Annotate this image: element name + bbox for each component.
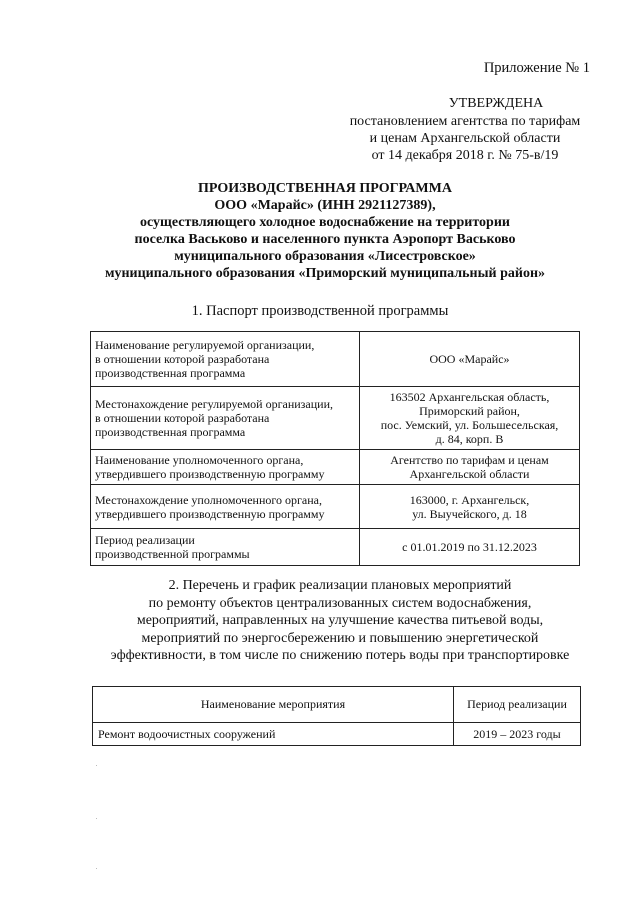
passport-key: Местонахождение регулируемой организации, в отношении которой разработана производственная программа	[91, 387, 360, 450]
passport-value: ООО «Марайс»	[360, 332, 580, 387]
appendix-label: Приложение № 1	[483, 60, 590, 76]
passport-key: Местонахождение уполномоченного органа, утвердившего производственную программу	[91, 485, 360, 529]
section2-heading-line: мероприятий, направленных на улучшение качества питьевой воды,	[136, 613, 544, 628]
event-name: Ремонт водоочистных сооружений	[93, 723, 454, 746]
section2-heading-line: 2. Перечень и график реализации плановых мероприятий	[168, 578, 512, 593]
passport-value: 163000, г. Архангельск, ул. Выучейского, д. 18	[360, 485, 580, 529]
table-row	[91, 387, 580, 450]
passport-key: Наименование регулируемой организации, в отношении которой разработана производственная программа	[91, 332, 360, 387]
approval-line: постановлением агентства по тарифам	[349, 114, 581, 129]
passport-key: Период реализации производственной программы	[91, 529, 360, 566]
scan-speck	[96, 765, 97, 766]
title-line: ПРОИЗВОДСТВЕННАЯ ПРОГРАММА	[198, 181, 452, 196]
section2-heading-line: эффективности, в том числе по снижению потерь воды при транспортировке	[110, 648, 570, 663]
approval-line: от 14 декабря 2018 г. № 75-в/19	[371, 148, 559, 163]
scan-speck	[96, 818, 97, 819]
section2-heading	[60, 577, 620, 665]
table-row	[91, 485, 580, 529]
table-header-row	[93, 687, 581, 723]
title-line: муниципального образования «Приморский муниципальный район»	[104, 266, 546, 281]
column-header-name: Наименование мероприятия	[93, 687, 454, 723]
approval-block	[330, 95, 590, 164]
passport-table	[90, 331, 580, 566]
title-line: муниципального образования «Лисестровское»	[174, 249, 476, 264]
approved-label: УТВЕРЖДЕНА	[448, 96, 544, 111]
scan-speck	[96, 868, 97, 869]
passport-value: 163502 Архангельская область, Приморский район, пос. Уемский, ул. Большесельская, д. 84, корп. В	[360, 387, 580, 450]
approval-line: и ценам Архангельской области	[369, 131, 561, 146]
passport-value: Агентство по тарифам и ценам Архангельской области	[360, 450, 580, 485]
table-row	[91, 332, 580, 387]
events-table	[92, 686, 581, 746]
passport-key: Наименование уполномоченного органа, утвердившего производственную программу	[91, 450, 360, 485]
title-line: осуществляющего холодное водоснабжение на территории	[140, 215, 510, 230]
title-line: ООО «Марайс» (ИНН 2921127389),	[214, 198, 436, 213]
section1-heading: 1. Паспорт производственной программы	[191, 303, 449, 319]
table-row	[93, 723, 581, 746]
title-line: поселка Васьково и населенного пункта Аэропорт Васьково	[134, 232, 516, 247]
document-title	[30, 180, 620, 282]
column-header-period: Период реализации	[454, 687, 581, 723]
table-row	[91, 529, 580, 566]
passport-value: с 01.01.2019 по 31.12.2023	[360, 529, 580, 566]
table-row	[91, 450, 580, 485]
event-period: 2019 – 2023 годы	[454, 723, 581, 746]
section2-heading-line: по ремонту объектов централизованных систем водоснабжения,	[148, 595, 532, 611]
section2-heading-line: мероприятий по энергосбережению и повышению энергетической	[141, 630, 539, 646]
